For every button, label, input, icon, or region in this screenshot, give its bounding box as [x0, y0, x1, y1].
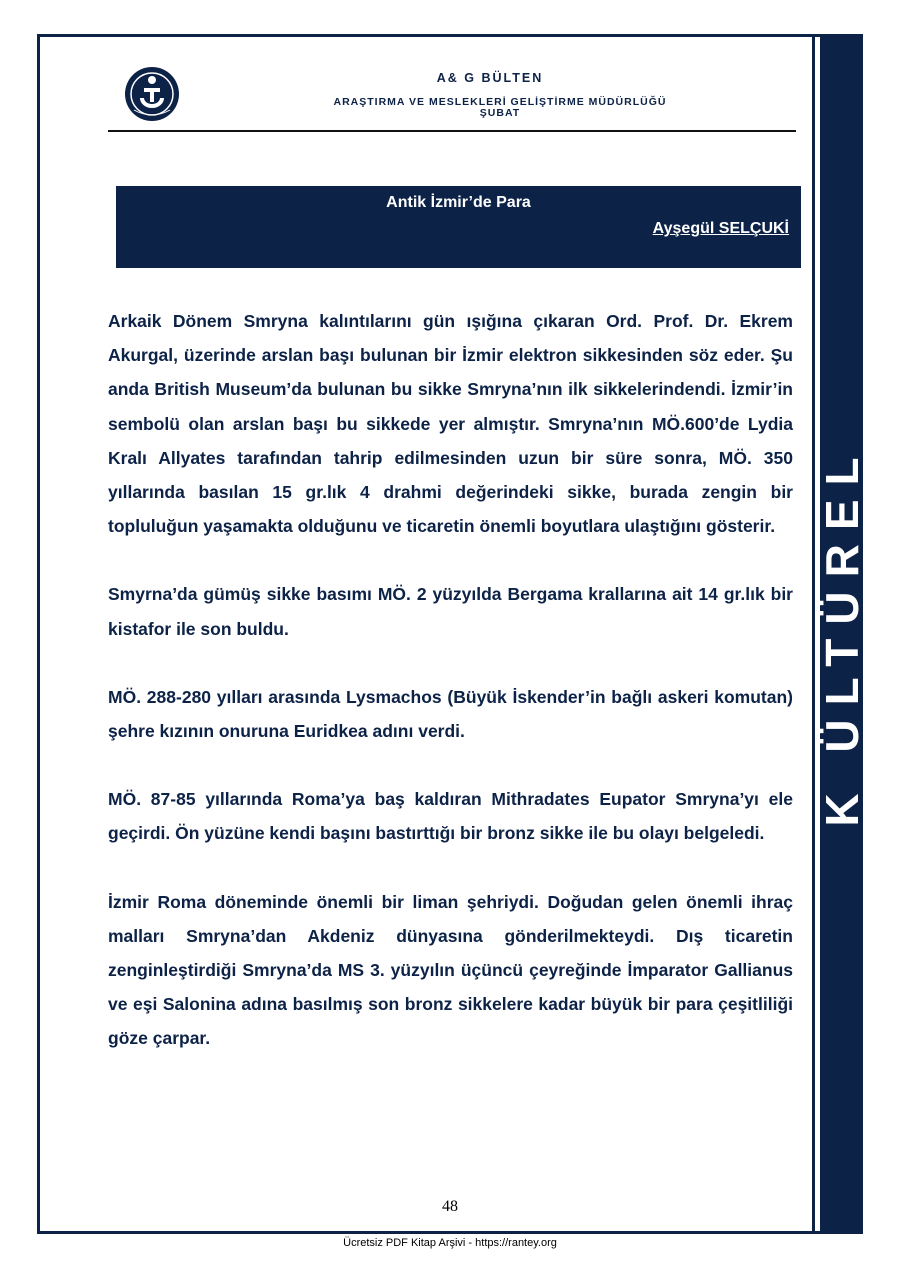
article-title-box — [116, 186, 801, 268]
paragraph: İzmir Roma döneminde önemli bir liman şehriydi. Doğudan gelen önemli ihraç malları Smryna’dan Akdeniz dünyasına gönderilmekteydi. Dış ticaretin zenginleştirdiği Smryna’da MS 3. yüzyılın üçüncü çeyreğinde İmparator Gallianus ve eşi Salonina adına basılmış son bronz sikkelere kadar büyük bir para çeşitliliği göze çarpar. — [108, 891, 793, 1049]
header-rule — [108, 130, 796, 132]
institution-seal-icon — [124, 66, 180, 122]
article-author: Ayşegül SELÇUKİ — [652, 220, 789, 237]
article-body — [108, 304, 793, 1090]
bulletin-title: A& G BÜLTEN — [436, 71, 544, 85]
page-number: 48 — [442, 1198, 458, 1215]
paragraph: MÖ. 288-280 yılları arasında Lysmachos (Büyük İskender’in bağlı askeri komutan) şehre kızının onuruna Euridkea adını verdi. — [108, 686, 793, 742]
side-label: K ÜLTÜREL — [816, 443, 868, 827]
paragraph: Smyrna’da gümüş sikke basımı MÖ. 2 yüzyılda Bergama krallarına ait 14 gr.lık bir kistafor ile son buldu. — [108, 584, 793, 639]
article-title: Antik İzmir’de Para — [386, 194, 531, 211]
paragraph: MÖ. 87-85 yıllarında Roma’ya baş kaldıran Mithradates Eupator Smryna’yı ele geçirdi. Ön yüzüne kendi başını bastırttığı bir bronz sikke ile bu olayı belgeledi. — [108, 789, 793, 844]
paragraph: Arkaik Dönem Smryna kalıntılarını gün ışığına çıkaran Ord. Prof. Dr. Ekrem Akurgal, üzerinde arslan başı bulunan bir İzmir elektron sikkesinden söz eder. Şu anda British Museum’da bulunan bu sikke Smryna’nın ilk sikkelerindendi. İzmir’in sembolü olan arslan başı bu sikkede yer almıştır. Smryna’nın MÖ.600’de Lydia Kralı Allyates tarafından tahrip edilmesinden uzun bir süre sonra, MÖ. 350 yıllarında basılan 15 gr.lık 4 drahmi değerindeki sikke, burada zengin bir topluluğun yaşamakta olduğunu ve ticaretin önemli boyutlara ulaştığını gösterir. — [108, 311, 793, 537]
branch-name: ŞUBAT — [479, 107, 521, 119]
department-name: ARAŞTIRMA VE MESLEKLERİ GELİŞTİRME MÜDÜRLÜĞÜ — [333, 96, 667, 108]
footer-note: Ücretsiz PDF Kitap Arşivi - https://rantey.org — [343, 1237, 557, 1249]
side-band-edge — [812, 34, 815, 1234]
